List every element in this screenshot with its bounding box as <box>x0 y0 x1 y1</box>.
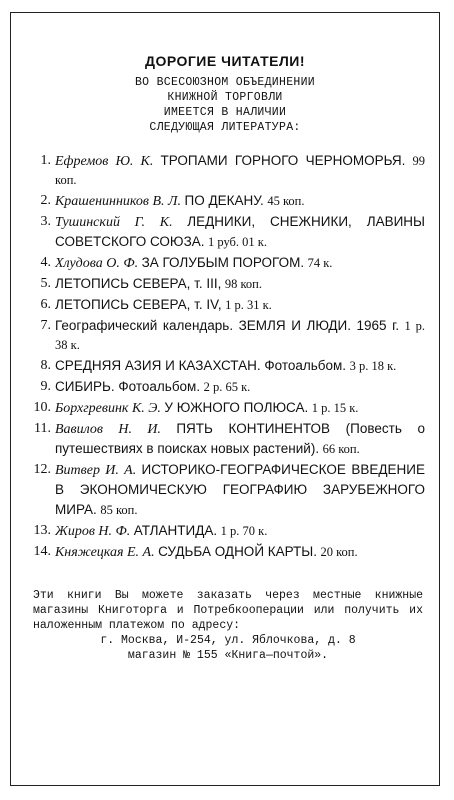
item-price: 3 р. 18 к. <box>349 359 397 373</box>
item-number: 2. <box>40 193 51 208</box>
item-number: 11. <box>34 421 51 436</box>
item-number: 3. <box>40 214 51 229</box>
item-price: 1 р. 70 к. <box>220 524 268 538</box>
item-title: ЛЕТОПИСЬ СЕВЕРА, т. IV, <box>55 297 222 312</box>
ordering-text: Эти книги Вы можете заказать через местные книжные магазины Книготорга и Потребкооперации или получить их наложенным платежом по адресу: <box>33 589 423 632</box>
item-number: 12. <box>33 462 51 477</box>
list-item <box>31 542 425 562</box>
address-line: г. Москва, И-254, ул. Яблочкова, д. 8 <box>100 634 356 647</box>
item-price: 99 коп. <box>55 154 426 187</box>
item-title: ЛЕТОПИСЬ СЕВЕРА, т. III, <box>55 276 222 291</box>
item-author: Тушинский Г. К. <box>55 215 173 230</box>
item-number: 4. <box>40 255 51 270</box>
list-item <box>31 521 425 541</box>
list-item <box>31 419 425 459</box>
item-price: 1 р. 15 к. <box>311 401 359 415</box>
item-title: У ЮЖНОГО ПОЛЮСА. <box>164 400 309 415</box>
ordering-info <box>33 588 423 663</box>
list-item <box>31 316 425 355</box>
list-item <box>31 460 425 520</box>
book-list <box>31 151 425 562</box>
item-price: 66 коп. <box>322 442 360 456</box>
intro-line: ИМЕЕТСЯ В НАЛИЧИИ <box>163 106 287 119</box>
list-item <box>31 356 425 376</box>
item-title: ПО ДЕКАНУ. <box>184 193 264 208</box>
item-title: СУДЬБА ОДНОЙ КАРТЫ. <box>158 544 317 559</box>
address-line: магазин № 155 «Книга—почтой». <box>127 649 329 662</box>
item-number: 9. <box>40 379 51 394</box>
item-author: Ефремов Ю. К. <box>55 154 154 169</box>
item-title: ТРОПАМИ ГОРНОГО ЧЕРНОМОРЬЯ. <box>160 153 406 168</box>
document-frame <box>10 12 440 786</box>
list-item <box>31 274 425 294</box>
item-price: 1 р. 31 к. <box>225 298 272 312</box>
list-item <box>31 398 425 418</box>
intro-line: ВО ВСЕСОЮЗНОМ ОБЪЕДИНЕНИИ <box>134 76 316 89</box>
item-title: Географический календарь. ЗЕМЛЯ И ЛЮДИ. 1965 г. <box>55 318 400 333</box>
item-price: 98 коп. <box>224 277 262 291</box>
item-price: 2 р. 65 к. <box>203 380 251 394</box>
list-item <box>31 377 425 397</box>
item-title: СРЕДНЯЯ АЗИЯ И КАЗАХСТАН. Фотоальбом. <box>55 358 347 373</box>
item-title: ЗА ГОЛУБЫМ ПОРОГОМ. <box>141 255 305 270</box>
item-title: СИБИРЬ. Фотоальбом. <box>55 379 201 394</box>
list-item <box>31 151 425 190</box>
item-author: Жиров Н. Ф. <box>55 524 131 539</box>
page-title: ДОРОГИЕ ЧИТАТЕЛИ! <box>144 53 306 69</box>
item-author: Княжецкая Е. А. <box>55 545 155 560</box>
item-title: ПЯТЬ КОНТИНЕНТОВ (Повесть о путешествиях в поисках новых растений). <box>55 421 425 456</box>
item-number: 7. <box>40 318 51 333</box>
item-title: ЛЕДНИКИ, СНЕЖНИКИ, ЛАВИНЫ СОВЕТСКОГО СОЮЗА. <box>55 214 426 249</box>
list-item <box>31 295 425 315</box>
item-number: 10. <box>33 400 51 415</box>
item-title: АТЛАНТИДА. <box>133 523 218 538</box>
item-title: ИСТОРИКО-ГЕОГРАФИЧЕСКОЕ ВВЕДЕНИЕ В ЭКОНОМИЧЕСКУЮ ГЕОГРАФИЮ ЗАРУБЕЖНОГО МИРА. <box>55 462 425 517</box>
item-author: Хлудова О. Ф. <box>55 256 139 271</box>
item-number: 13. <box>33 523 51 538</box>
item-author: Борхгревинк К. Э. <box>55 401 161 416</box>
item-number: 8. <box>40 358 51 373</box>
item-price: 20 коп. <box>320 545 358 559</box>
item-author: Вавилов Н. И. <box>55 422 161 437</box>
item-price: 1 руб. 01 к. <box>207 235 267 249</box>
intro-text <box>11 75 439 135</box>
item-author: Витвер И. А. <box>55 463 137 478</box>
item-price: 1 р. 38 к. <box>55 319 426 352</box>
item-number: 1. <box>40 153 51 168</box>
item-price: 45 коп. <box>267 194 305 208</box>
item-number: 5. <box>40 276 51 291</box>
list-item <box>31 253 425 273</box>
item-number: 6. <box>40 297 51 312</box>
item-price: 74 к. <box>307 256 333 270</box>
item-price: 85 коп. <box>100 503 138 517</box>
list-item <box>31 212 425 252</box>
intro-line: КНИЖНОЙ ТОРГОВЛИ <box>167 91 283 104</box>
item-author: Крашенинников В. Л. <box>55 194 182 209</box>
item-number: 14. <box>33 544 51 559</box>
list-item <box>31 191 425 211</box>
intro-line: СЛЕДУЮЩАЯ ЛИТЕРАТУРА: <box>149 121 301 134</box>
